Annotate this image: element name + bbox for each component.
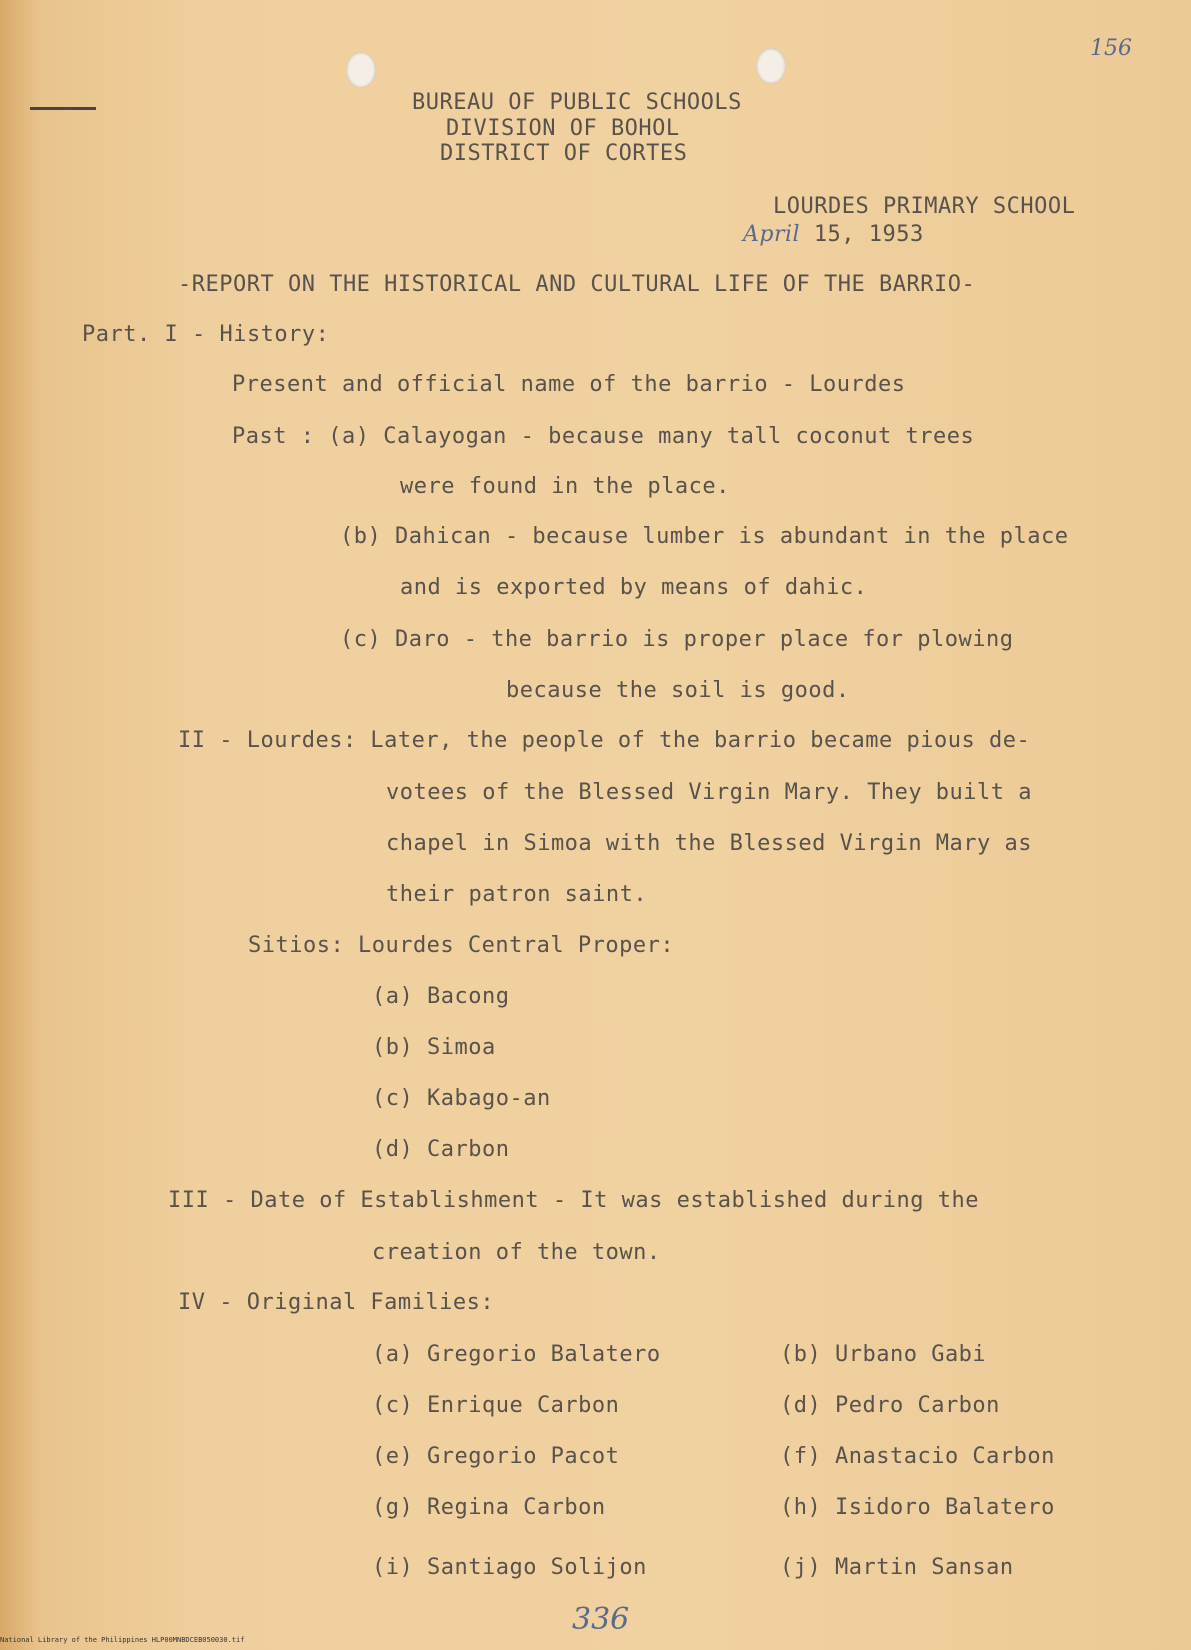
section2-line2: votees of the Blessed Virgin Mary. They built a bbox=[386, 780, 1033, 805]
handwritten-number: 336 bbox=[572, 1602, 630, 1637]
report-title: -REPORT ON THE HISTORICAL AND CULTURAL LIFE OF THE BARRIO- bbox=[178, 272, 976, 297]
family-item: (g) Regina Carbon bbox=[372, 1495, 606, 1520]
family-item: (e) Gregorio Pacot bbox=[372, 1444, 620, 1469]
header-district: DISTRICT OF CORTES bbox=[440, 141, 688, 166]
sitio-item: (a) Bacong bbox=[372, 984, 510, 1009]
header-bureau: BUREAU OF PUBLIC SCHOOLS bbox=[412, 90, 742, 115]
sitio-item: (b) Simoa bbox=[372, 1035, 496, 1060]
family-item: (b) Urbano Gabi bbox=[780, 1342, 987, 1367]
past-c-line2: because the soil is good. bbox=[506, 678, 850, 703]
section2-line3: chapel in Simoa with the Blessed Virgin Mary as bbox=[386, 831, 1033, 856]
date-month-handwritten: April bbox=[743, 222, 801, 247]
family-item: (j) Martin Sansan bbox=[780, 1555, 1014, 1580]
past-b-line2: and is exported by means of dahic. bbox=[400, 575, 868, 600]
family-item: (i) Santiago Solijon bbox=[372, 1555, 647, 1580]
sitio-item: (c) Kabago-an bbox=[372, 1086, 551, 1111]
section2-line1: II - Lourdes: Later, the people of the barrio became pious de- bbox=[178, 728, 1031, 753]
past-c-line1: (c) Daro - the barrio is proper place for plowing bbox=[340, 627, 1014, 652]
family-item: (f) Anastacio Carbon bbox=[780, 1444, 1055, 1469]
section2-line4: their patron saint. bbox=[386, 882, 648, 907]
family-item: (d) Pedro Carbon bbox=[780, 1393, 1000, 1418]
sitios-heading: Sitios: Lourdes Central Proper: bbox=[248, 933, 675, 958]
past-a-line1: Past : (a) Calayogan - because many tall coconut trees bbox=[232, 424, 975, 449]
report-date bbox=[743, 222, 924, 247]
present-name: Present and official name of the barrio - Lourdes bbox=[232, 372, 906, 397]
punch-hole-left bbox=[346, 52, 376, 88]
section4-heading: IV - Original Families: bbox=[178, 1290, 495, 1315]
past-b-line1: (b) Dahican - because lumber is abundant in the place bbox=[340, 524, 1069, 549]
page-number: 156 bbox=[1090, 36, 1132, 61]
section3-line1: III - Date of Establishment - It was established during the bbox=[168, 1188, 979, 1213]
part-heading: Part. I - History: bbox=[82, 322, 330, 347]
past-a-line2: were found in the place. bbox=[400, 474, 730, 499]
margin-mark bbox=[30, 107, 96, 110]
family-item: (h) Isidoro Balatero bbox=[780, 1495, 1055, 1520]
archive-footer: National Library of the Philippines HLP00MNBDCEB050030.tif bbox=[0, 1636, 245, 1644]
family-item: (a) Gregorio Balatero bbox=[372, 1342, 661, 1367]
punch-hole-right bbox=[756, 48, 786, 84]
date-day-year: 15, 1953 bbox=[813, 222, 924, 247]
section3-line2: creation of the town. bbox=[372, 1240, 661, 1265]
header-division: DIVISION OF BOHOL bbox=[446, 116, 680, 141]
school-name: LOURDES PRIMARY SCHOOL bbox=[773, 194, 1076, 219]
sitio-item: (d) Carbon bbox=[372, 1137, 510, 1162]
family-item: (c) Enrique Carbon bbox=[372, 1393, 620, 1418]
